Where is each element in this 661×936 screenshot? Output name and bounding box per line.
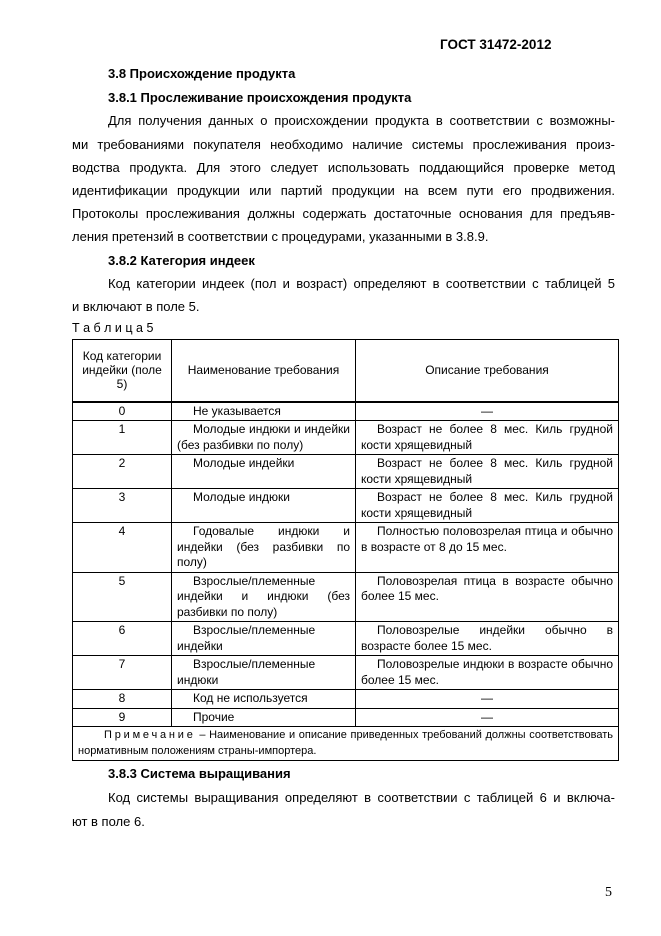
header-name: Наименование требования <box>172 340 356 402</box>
section-3-8-title: 3.8 Происхождение продукта <box>108 66 296 81</box>
table-row <box>73 690 619 709</box>
para-3-8-1-line-1: Для получения данных о происхождении продукта в соответствии с возможны- <box>108 113 615 128</box>
row-name: Прочие <box>172 708 356 727</box>
table-row <box>73 656 619 690</box>
table-row <box>73 708 619 727</box>
para-3-8-3-line-1: Код системы выращивания определяют в соответствии с таблицей 6 и включа- <box>108 790 615 805</box>
section-3-8-2-title: 3.8.2 Категория индеек <box>108 253 255 268</box>
table-5 <box>72 339 619 761</box>
row-code: 5 <box>73 572 172 622</box>
header-code: Код категории индейки (поле 5) <box>73 340 172 402</box>
row-code: 3 <box>73 489 172 523</box>
row-desc: Возраст не более 8 мес. Киль грудной кости хрящевидный <box>356 421 619 455</box>
row-code: 7 <box>73 656 172 690</box>
row-code: 8 <box>73 690 172 709</box>
para-3-8-1-line-4: идентификации продукции или партий продукции на всем пути его продвижения. <box>72 183 615 198</box>
header-desc: Описание требования <box>356 340 619 402</box>
row-code: 9 <box>73 708 172 727</box>
row-desc: — <box>356 402 619 421</box>
row-name: Молодые индюки и индейки (без разбивки по полу) <box>172 421 356 455</box>
section-3-8-3-title: 3.8.3 Система выращивания <box>108 766 291 781</box>
row-code: 1 <box>73 421 172 455</box>
para-3-8-2-line-1: Код категории индеек (пол и возраст) определяют в соответствии с таблицей 5 <box>108 276 615 291</box>
para-3-8-3-line-2: ют в поле 6. <box>72 814 145 829</box>
table-row <box>73 523 619 573</box>
para-3-8-1-line-5: Протоколы прослеживания должны содержать достаточные основания для предъяв- <box>72 206 615 221</box>
row-name: Взрослые/племенные индейки <box>172 622 356 656</box>
row-code: 4 <box>73 523 172 573</box>
table-note-row <box>73 727 619 761</box>
table-row <box>73 572 619 622</box>
para-3-8-1-line-3: водства продукта. Для этого следует использовать поддающийся проверке метод <box>72 160 615 175</box>
row-desc: Половозрелые индюки в возрасте обычно более 15 мес. <box>356 656 619 690</box>
table-row <box>73 402 619 421</box>
row-name: Не указывается <box>172 402 356 421</box>
row-desc: Полностью половозрелая птица и обычно в возрасте от 8 до 15 мес. <box>356 523 619 573</box>
note-label: Примечание <box>104 729 196 741</box>
row-desc: — <box>356 690 619 709</box>
row-name: Годовалые индюки и индейки (без разбивки по полу) <box>172 523 356 573</box>
row-desc: Возраст не более 8 мес. Киль грудной кости хрящевидный <box>356 489 619 523</box>
row-name: Молодые индюки <box>172 489 356 523</box>
table-row <box>73 489 619 523</box>
para-3-8-1-line-6: ления претензий в соответствии с процедурами, указанными в 3.8.9. <box>72 229 489 244</box>
table-row <box>73 421 619 455</box>
row-code: 6 <box>73 622 172 656</box>
para-3-8-2-line-2: и включают в поле 5. <box>72 299 200 314</box>
row-name: Взрослые/племенные индейки и индюки (без разбивки по полу) <box>172 572 356 622</box>
row-name: Код не используется <box>172 690 356 709</box>
note-text: – Наименование и описание приведенных требований должны соответствовать нормативным положениям страны-импортера. <box>78 729 613 757</box>
row-desc: Возраст не более 8 мес. Киль грудной кости хрящевидный <box>356 455 619 489</box>
table-row <box>73 622 619 656</box>
para-3-8-1-line-2: ми требованиями покупателя необходимо наличие системы прослеживания произ- <box>72 137 615 152</box>
section-3-8-1-title: 3.8.1 Прослеживание происхождения продукта <box>108 90 412 105</box>
table5-caption: Т а б л и ц а 5 <box>72 321 154 335</box>
row-name: Взрослые/племенные индюки <box>172 656 356 690</box>
row-desc: — <box>356 708 619 727</box>
row-desc: Половозрелая птица в возрасте обычно более 15 мес. <box>356 572 619 622</box>
page-number: 5 <box>605 885 612 900</box>
row-desc: Половозрелые индейки обычно в возрасте более 15 мес. <box>356 622 619 656</box>
table-row <box>73 455 619 489</box>
row-code: 2 <box>73 455 172 489</box>
row-name: Молодые индейки <box>172 455 356 489</box>
row-code: 0 <box>73 402 172 421</box>
document-code: ГОСТ 31472-2012 <box>440 37 552 52</box>
table-note <box>73 727 619 761</box>
